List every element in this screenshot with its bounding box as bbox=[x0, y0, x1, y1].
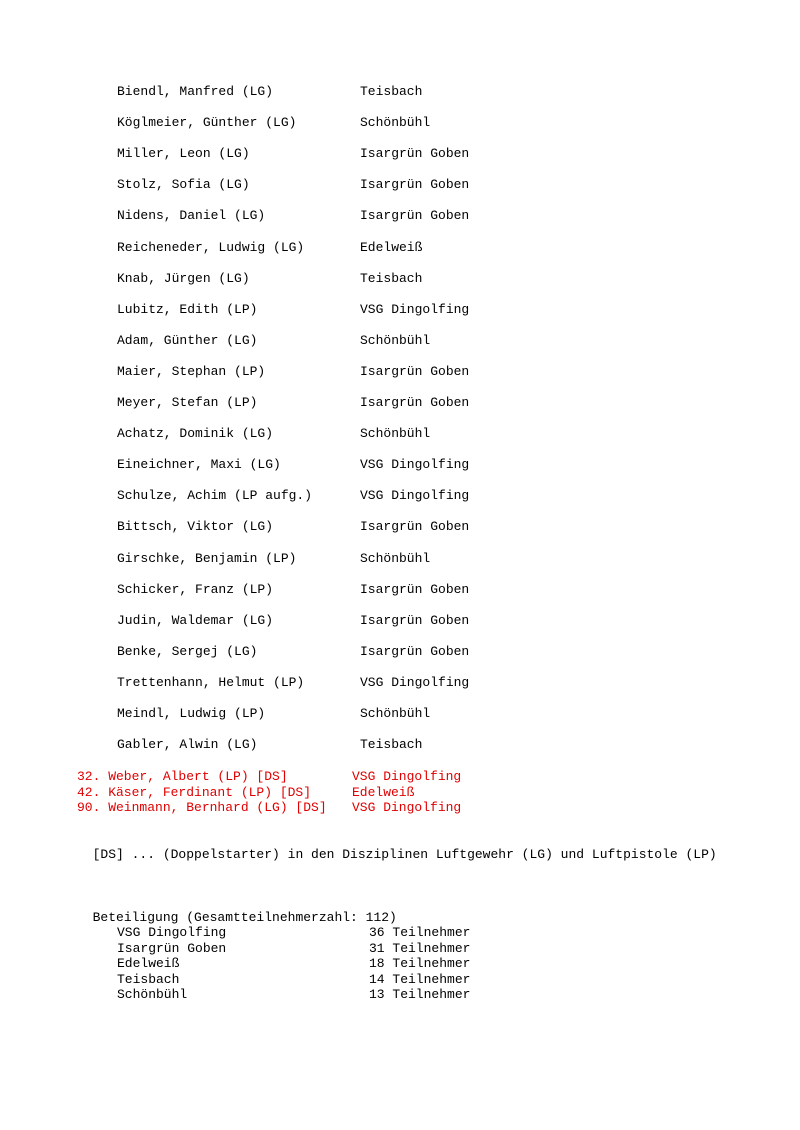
name-cell: Reicheneder, Ludwig (LG) bbox=[117, 239, 305, 255]
name-cell: Schicker, Franz (LP) bbox=[117, 581, 274, 597]
club-count-cell: 18 Teilnehmer bbox=[369, 956, 471, 971]
name-cell: Meyer, Stefan (LP) bbox=[117, 395, 258, 410]
club-cell: VSG Dingolfing bbox=[360, 457, 470, 473]
club-name-cell: Isargrün Goben bbox=[117, 940, 227, 956]
footnote bbox=[77, 831, 717, 862]
name-cell: Trettenhann, Helmut (LP) bbox=[117, 674, 305, 690]
club-cell: Isargrün Goben bbox=[360, 177, 470, 193]
name-cell: Lubitz, Edith (LP) bbox=[117, 301, 258, 317]
ds-club-cell: Edelweiß bbox=[352, 784, 415, 800]
name-cell: Miller, Leon (LG) bbox=[117, 146, 250, 162]
club-cell: Isargrün Goben bbox=[360, 581, 470, 597]
club-cell: Schönbühl bbox=[360, 332, 431, 348]
name-cell: Eineichner, Maxi (LG) bbox=[117, 457, 281, 473]
ds-name-cell: 42. Käser, Ferdinant (LP) [DS] bbox=[77, 784, 312, 800]
club-cell: Edelweiß bbox=[360, 239, 423, 255]
club-name-cell: VSG Dingolfing bbox=[117, 925, 227, 940]
participation-title-text: Beteiligung (Gesamtteilnehmerzahl: 112) bbox=[92, 910, 397, 925]
club-cell: Isargrün Goben bbox=[360, 363, 470, 379]
club-cell: Teisbach bbox=[360, 737, 423, 753]
name-cell: Nidens, Daniel (LG) bbox=[117, 208, 266, 224]
club-cell: Schönbühl bbox=[360, 706, 431, 721]
name-cell: Stolz, Sofia (LG) bbox=[117, 177, 250, 193]
club-cell: Teisbach bbox=[360, 270, 423, 286]
club-cell: Isargrün Goben bbox=[360, 146, 470, 162]
name-cell: Schulze, Achim (LP aufg.) bbox=[117, 488, 313, 504]
club-count-cell: 31 Teilnehmer bbox=[369, 940, 471, 956]
name-cell: Köglmeier, Günther (LG) bbox=[117, 115, 297, 131]
ds-club-cell: VSG Dingolfing bbox=[352, 800, 462, 815]
name-cell: Benke, Sergej (LG) bbox=[117, 643, 258, 659]
name-cell: Maier, Stephan (LP) bbox=[117, 363, 266, 379]
name-cell: Knab, Jürgen (LG) bbox=[117, 270, 250, 286]
name-cell: Achatz, Dominik (LG) bbox=[117, 426, 274, 442]
name-cell: Girschke, Benjamin (LP) bbox=[117, 550, 297, 566]
club-cell: Isargrün Goben bbox=[360, 208, 470, 224]
club-count-cell: 13 Teilnehmer bbox=[369, 987, 471, 1002]
club-cell: Isargrün Goben bbox=[360, 395, 470, 410]
name-cell: Biendl, Manfred (LG) bbox=[117, 84, 274, 99]
club-name-cell: Schönbühl bbox=[117, 987, 188, 1002]
club-cell: Isargrün Goben bbox=[360, 519, 470, 535]
name-cell: Bittsch, Viktor (LG) bbox=[117, 519, 274, 535]
club-cell: Schönbühl bbox=[360, 115, 431, 131]
participation-title bbox=[77, 894, 397, 925]
club-cell: Isargrün Goben bbox=[360, 643, 470, 659]
club-cell: Teisbach bbox=[360, 84, 423, 99]
club-count-cell: 14 Teilnehmer bbox=[369, 971, 471, 987]
club-cell: VSG Dingolfing bbox=[360, 674, 470, 690]
name-cell: Meindl, Ludwig (LP) bbox=[117, 706, 266, 721]
club-name-cell: Teisbach bbox=[117, 971, 180, 987]
club-cell: Isargrün Goben bbox=[360, 612, 470, 628]
club-count-cell: 36 Teilnehmer bbox=[369, 925, 471, 940]
club-cell: Schönbühl bbox=[360, 426, 431, 442]
name-cell: Judin, Waldemar (LG) bbox=[117, 612, 274, 628]
club-cell: VSG Dingolfing bbox=[360, 301, 470, 317]
club-cell: VSG Dingolfing bbox=[360, 488, 470, 504]
club-cell: Schönbühl bbox=[360, 550, 431, 566]
ds-name-cell: 90. Weinmann, Bernhard (LG) [DS] bbox=[77, 800, 327, 815]
name-cell: Gabler, Alwin (LG) bbox=[117, 737, 258, 753]
ds-name-cell: 32. Weber, Albert (LP) [DS] bbox=[77, 769, 288, 784]
name-cell: Adam, Günther (LG) bbox=[117, 332, 258, 348]
club-name-cell: Edelweiß bbox=[117, 956, 180, 971]
footnote-text: [DS] ... (Doppelstarter) in den Disziplinen Luftgewehr (LG) und Luftpistole (LP) bbox=[92, 847, 717, 862]
ds-club-cell: VSG Dingolfing bbox=[352, 769, 462, 784]
